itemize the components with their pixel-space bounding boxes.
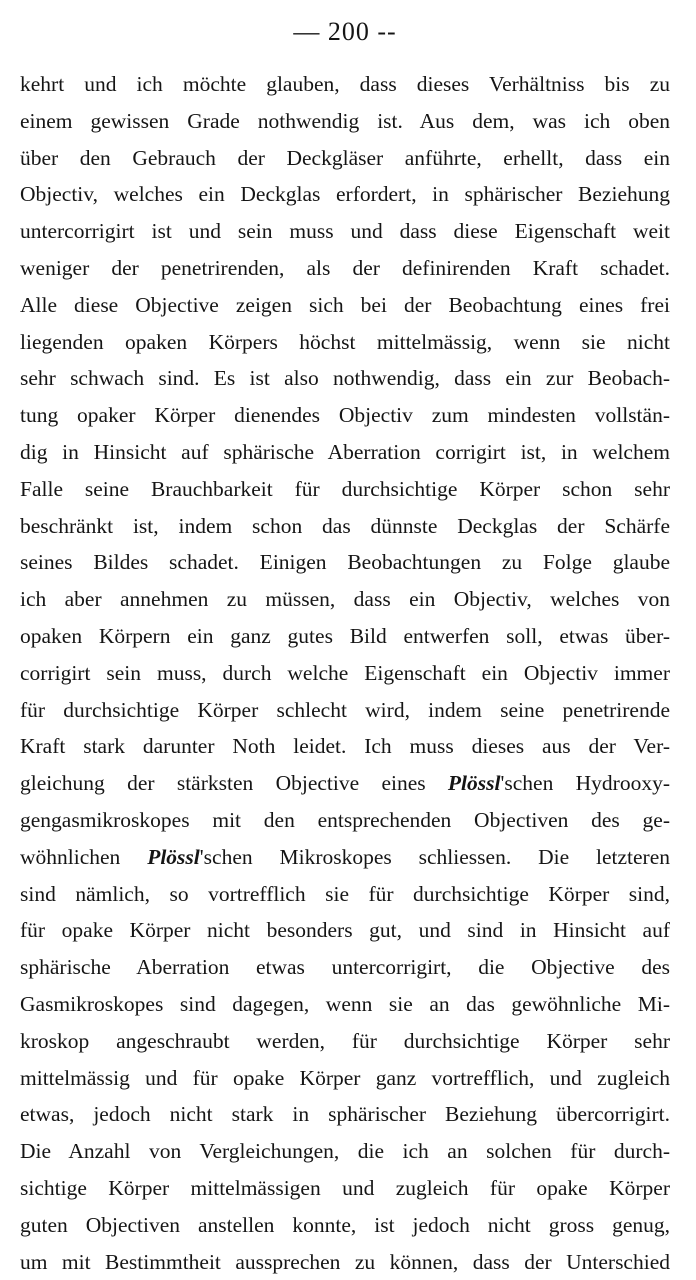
- body-text: [20, 66, 670, 1280]
- text-line: [20, 508, 670, 545]
- text-segment: für opake Körper nicht besonders gut, und sind in Hinsicht auf: [20, 918, 670, 942]
- text-line: [20, 986, 670, 1023]
- text-segment: beschränkt ist, indem schon das dünnste Deckglas der Schärfe: [20, 514, 670, 538]
- text-segment: 'schen Mikroskopes schliessen. Die letzteren: [200, 845, 670, 869]
- text-segment: liegenden opaken Körpers höchst mittelmässig, wenn sie nicht: [20, 330, 670, 354]
- text-segment: über den Gebrauch der Deckgläser anführte, erhellt, dass ein: [20, 146, 670, 170]
- text-segment: kroskop angeschraubt werden, für durchsichtige Körper sehr: [20, 1029, 670, 1053]
- page-number: — 200 --: [20, 12, 670, 52]
- text-segment: mittelmässig und für opake Körper ganz vortrefflich, und zugleich: [20, 1066, 670, 1090]
- text-line: [20, 1170, 670, 1207]
- text-segment: weniger der penetrirenden, als der definirenden Kraft schadet.: [20, 256, 670, 280]
- emphasized-name: Plössl: [147, 845, 200, 869]
- text-line: [20, 1023, 670, 1060]
- emphasized-name: Plössl: [448, 771, 501, 795]
- text-segment: sichtige Körper mittelmässigen und zugleich für opake Körper: [20, 1176, 670, 1200]
- book-page: [20, 0, 670, 1200]
- text-segment: Alle diese Objective zeigen sich bei der Beobachtung eines frei: [20, 293, 670, 317]
- text-segment: corrigirt sein muss, durch welche Eigenschaft ein Objectiv immer: [20, 661, 670, 685]
- text-line: [20, 250, 670, 287]
- text-segment: gengasmikroskopes mit den entsprechenden Objectiven des ge-: [20, 808, 670, 832]
- text-segment: gleichung der stärksten Objective eines: [20, 771, 448, 795]
- text-segment: guten Objectiven anstellen konnte, ist jedoch nicht gross genug,: [20, 1213, 670, 1237]
- text-line: [20, 618, 670, 655]
- text-line: [20, 1207, 670, 1244]
- text-line: [20, 581, 670, 618]
- text-line: [20, 1096, 670, 1133]
- text-line: [20, 66, 670, 103]
- text-line: [20, 103, 670, 140]
- text-segment: Objectiv, welches ein Deckglas erfordert, in sphärischer Beziehung: [20, 182, 670, 206]
- text-segment: Kraft stark darunter Noth leidet. Ich muss dieses aus der Ver-: [20, 734, 670, 758]
- text-segment: Falle seine Brauchbarkeit für durchsichtige Körper schon sehr: [20, 477, 670, 501]
- text-line: [20, 655, 670, 692]
- text-line: [20, 471, 670, 508]
- text-segment: für durchsichtige Körper schlecht wird, indem seine penetrirende: [20, 698, 670, 722]
- text-segment: kehrt und ich möchte glauben, dass dieses Verhältniss bis zu: [20, 72, 670, 96]
- text-segment: sphärische Aberration etwas untercorrigirt, die Objective des: [20, 955, 670, 979]
- text-line: [20, 213, 670, 250]
- text-line: [20, 728, 670, 765]
- text-segment: dig in Hinsicht auf sphärische Aberration corrigirt ist, in welchem: [20, 440, 670, 464]
- text-line: [20, 692, 670, 729]
- text-line: [20, 949, 670, 986]
- text-segment: tung opaker Körper dienendes Objectiv zum mindesten vollstän-: [20, 403, 670, 427]
- text-line: [20, 140, 670, 177]
- text-line: [20, 802, 670, 839]
- text-line: [20, 1060, 670, 1097]
- text-segment: 'schen Hydrooxy-: [501, 771, 670, 795]
- text-line: [20, 176, 670, 213]
- text-segment: einem gewissen Grade nothwendig ist. Aus dem, was ich oben: [20, 109, 670, 133]
- text-segment: seines Bildes schadet. Einigen Beobachtungen zu Folge glaube: [20, 550, 670, 574]
- text-segment: um mit Bestimmtheit aussprechen zu können, dass der Unterschied: [20, 1250, 670, 1274]
- text-segment: Gasmikroskopes sind dagegen, wenn sie an das gewöhnliche Mi-: [20, 992, 670, 1016]
- text-segment: sind nämlich, so vortrefflich sie für durchsichtige Körper sind,: [20, 882, 670, 906]
- text-segment: ich aber annehmen zu müssen, dass ein Objectiv, welches von: [20, 587, 670, 611]
- text-line: [20, 324, 670, 361]
- text-line: [20, 839, 670, 876]
- text-line: [20, 544, 670, 581]
- text-segment: sehr schwach sind. Es ist also nothwendig, dass ein zur Beobach-: [20, 366, 670, 390]
- text-line: [20, 360, 670, 397]
- text-line: [20, 876, 670, 913]
- text-segment: Die Anzahl von Vergleichungen, die ich an solchen für durch-: [20, 1139, 670, 1163]
- text-line: [20, 765, 670, 802]
- text-segment: untercorrigirt ist und sein muss und dass diese Eigenschaft weit: [20, 219, 670, 243]
- text-line: [20, 287, 670, 324]
- text-segment: etwas, jedoch nicht stark in sphärischer Beziehung übercorrigirt.: [20, 1102, 670, 1126]
- text-line: [20, 912, 670, 949]
- text-segment: wöhnlichen: [20, 845, 147, 869]
- text-line: [20, 1244, 670, 1280]
- text-line: [20, 1133, 670, 1170]
- text-line: [20, 397, 670, 434]
- text-segment: opaken Körpern ein ganz gutes Bild entwerfen soll, etwas über-: [20, 624, 670, 648]
- text-line: [20, 434, 670, 471]
